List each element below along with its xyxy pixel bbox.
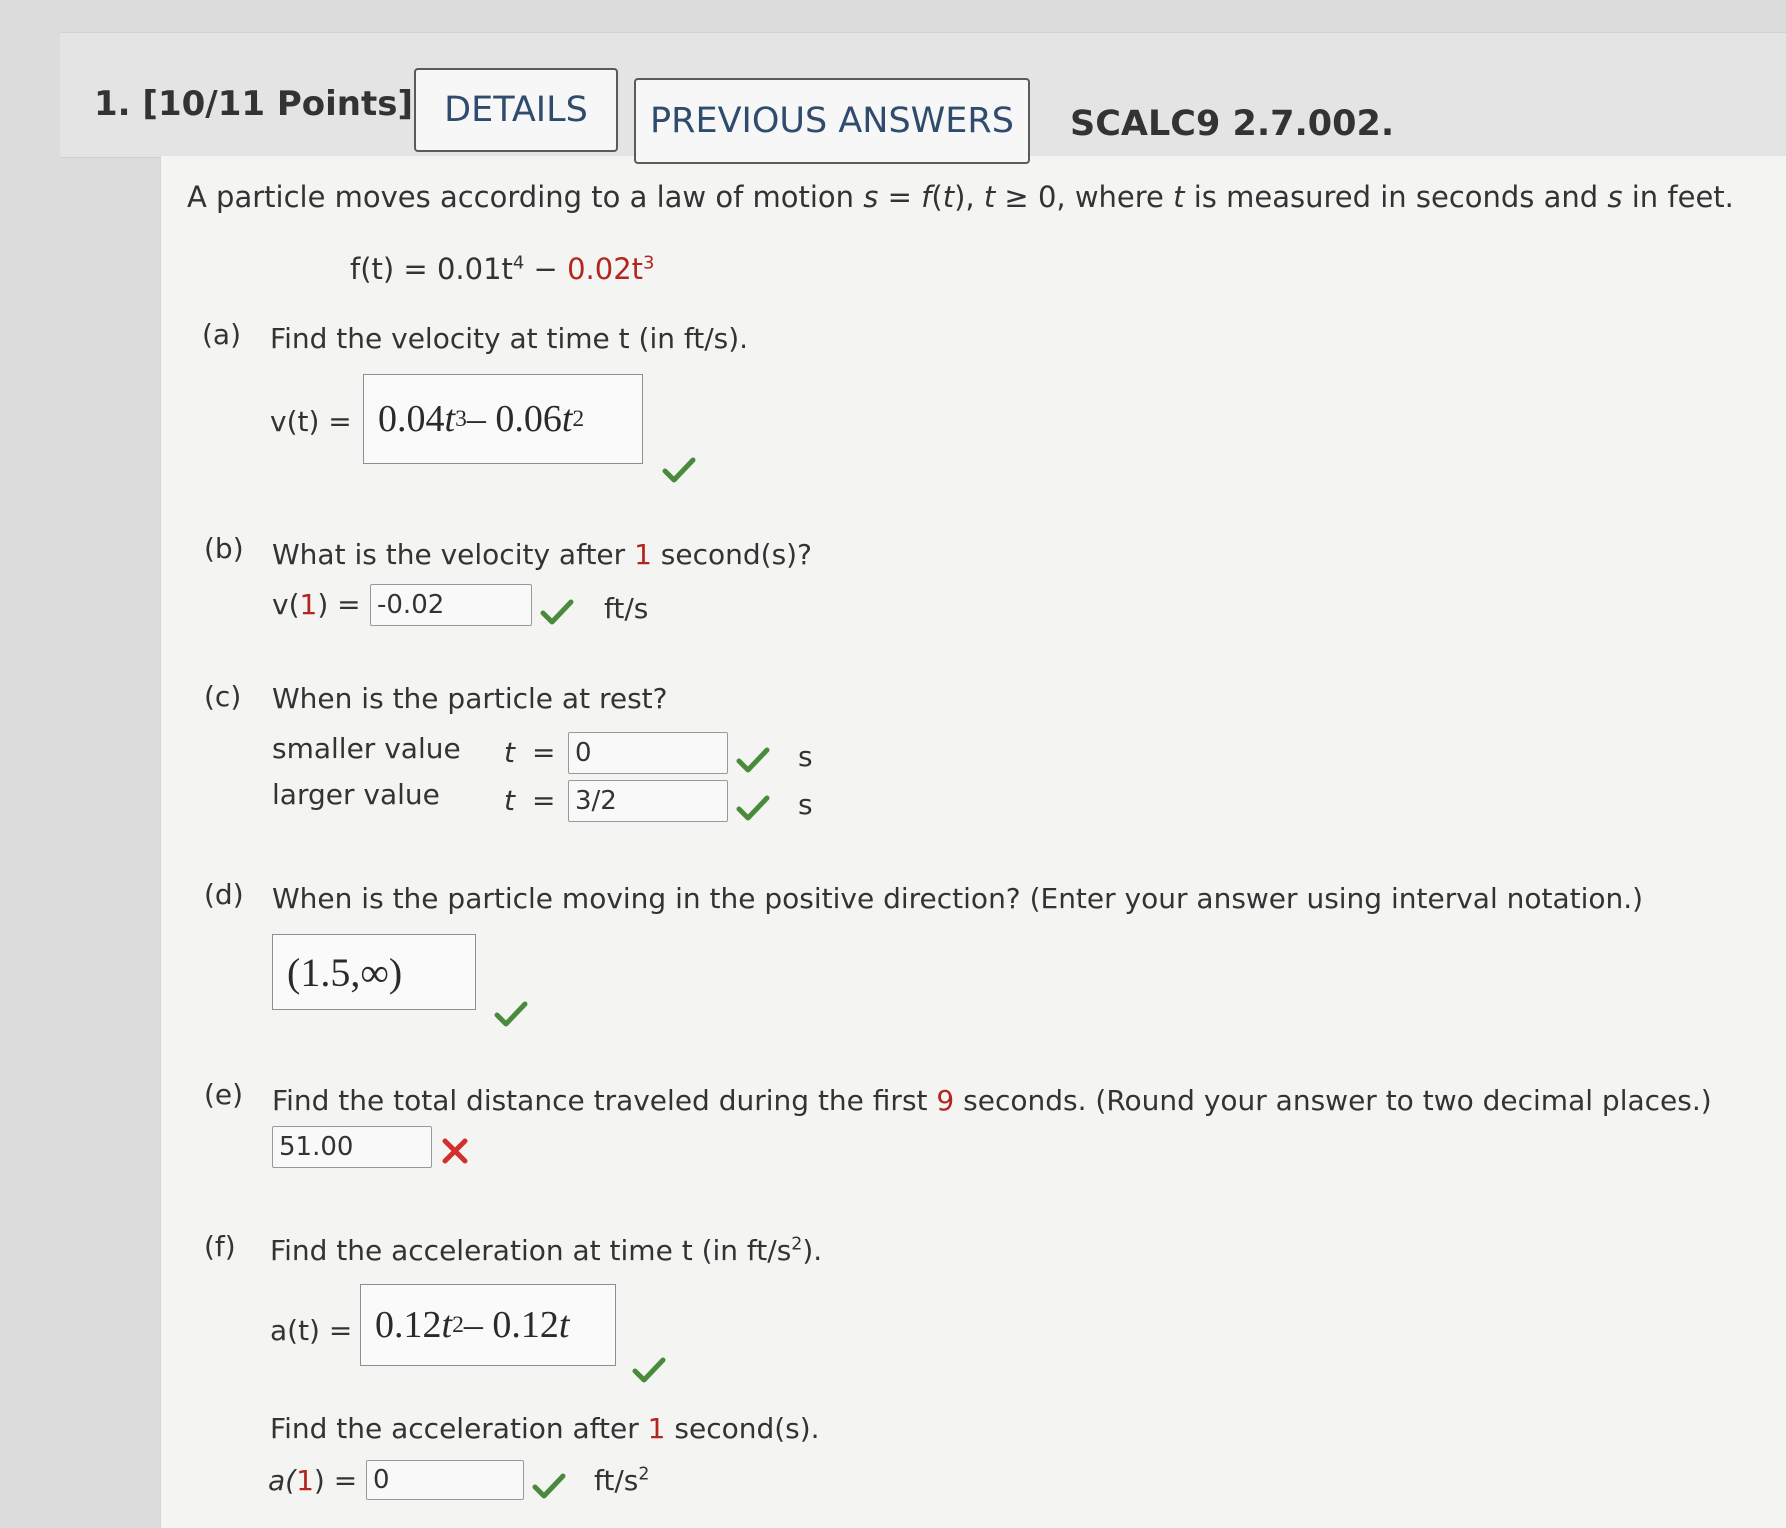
checkmark-icon (494, 1000, 528, 1028)
part-f-label: (f) (204, 1230, 236, 1263)
part-d-label: (d) (204, 878, 244, 911)
checkmark-icon (540, 598, 574, 626)
smaller-value-eq: = (532, 736, 556, 769)
larger-value-label: larger value (272, 778, 440, 811)
part-c-prompt: When is the particle at rest? (272, 682, 668, 715)
part-e-prompt: Find the total distance traveled during the first 9 seconds. (Round your answer to two decimal places.) (272, 1084, 1712, 1117)
larger-value-eq: = (532, 784, 556, 817)
part-e-label: (e) (204, 1078, 244, 1111)
smaller-value-label: smaller value (272, 732, 461, 765)
part-f-lhs2: a(1) = (268, 1464, 358, 1497)
smaller-value-var: t (504, 736, 515, 769)
larger-value-var: t (504, 784, 515, 817)
question-number-points (94, 84, 413, 124)
part-b-prompt: What is the velocity after 1 second(s)? (272, 538, 812, 571)
function-definition: $f(t) = 0.01t^4 - 0.02t^3$ (350, 252, 655, 286)
points-badge: [10/11 Points] (142, 84, 414, 124)
part-a-label: (a) (202, 318, 242, 351)
intro-text: A particle moves according to a law of motion s = f(t), t ≥ 0, where t is measured in seconds and s in feet. (187, 180, 1734, 214)
part-d-prompt: When is the particle moving in the positive direction? (Enter your answer using interval notation.) (272, 882, 1644, 915)
checkmark-icon (736, 746, 770, 774)
larger-value-input[interactable]: 3/2 (568, 780, 728, 822)
part-b-label: (b) (204, 532, 244, 565)
part-a-answer-box[interactable]: 0.04 t 3 – 0.06 t 2 (363, 374, 643, 464)
details-button[interactable]: DETAILS (414, 68, 618, 152)
checkmark-icon (632, 1356, 666, 1384)
part-c-label: (c) (204, 680, 242, 713)
smaller-value-unit: s (798, 740, 813, 773)
part-a-prompt: Find the velocity at time t (in ft/s). (270, 322, 749, 355)
question-code: SCALC9 2.7.002. (1070, 104, 1395, 144)
part-f-lhs: a(t) = (270, 1314, 353, 1347)
part-a-lhs: v(t) = (270, 405, 352, 438)
question-number: 1. (94, 84, 131, 124)
checkmark-icon (662, 456, 696, 484)
part-f-prompt: Find the acceleration at time t (in $ft/s^2$). (270, 1234, 823, 1267)
part-b-unit: ft/s (604, 592, 649, 625)
total-distance-input[interactable]: 51.00 (272, 1126, 432, 1168)
previous-answers-button[interactable]: PREVIOUS ANSWERS (634, 78, 1030, 164)
larger-value-unit: s (798, 788, 813, 821)
part-b-lhs: v(1) = (272, 588, 361, 621)
acceleration-at-1-input[interactable]: 0 (366, 1460, 524, 1500)
x-mark-icon (440, 1136, 470, 1166)
part-f-answer-box[interactable]: 0.12 t 2 – 0.12 t (360, 1284, 616, 1366)
checkmark-icon (532, 1472, 566, 1500)
smaller-value-input[interactable]: 0 (568, 732, 728, 774)
part-d-answer-box[interactable]: (1.5,∞) (272, 934, 476, 1010)
checkmark-icon (736, 794, 770, 822)
part-f-unit2: $ft/s^2$ (594, 1464, 650, 1497)
part-f-followup-prompt: Find the acceleration after 1 second(s). (270, 1412, 820, 1445)
velocity-at-1-input[interactable]: -0.02 (370, 584, 532, 626)
